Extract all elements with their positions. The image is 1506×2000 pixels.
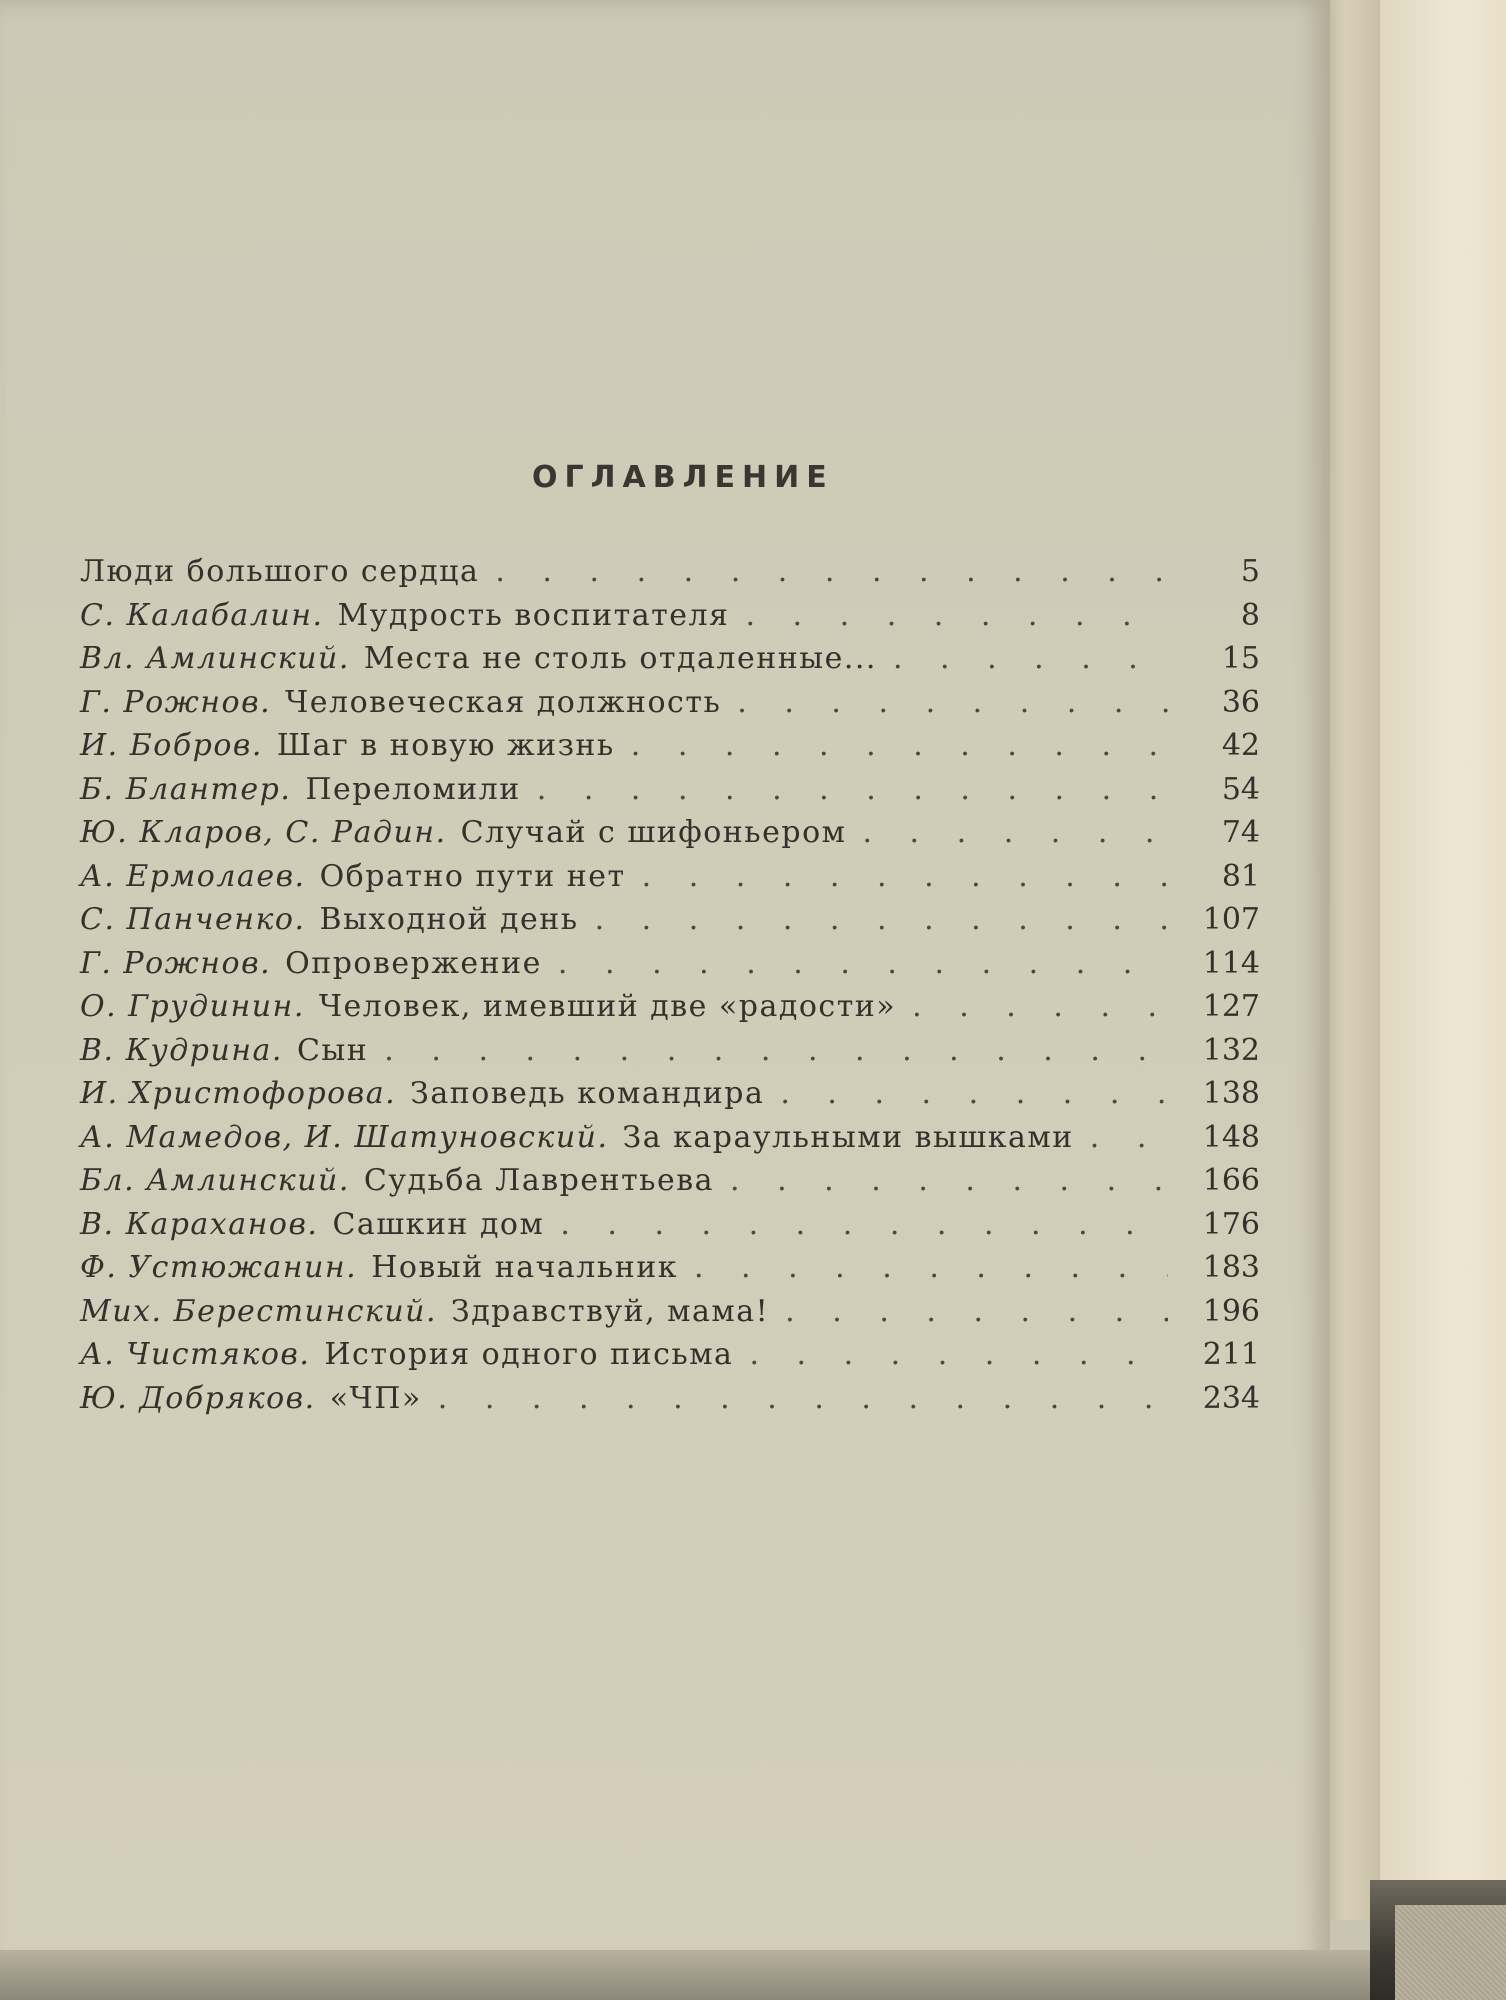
- toc-list: [80, 550, 1260, 1420]
- toc-entry-author: И. Бобров.: [80, 728, 263, 763]
- toc-entry: [80, 637, 1260, 681]
- toc-dot-leader: [631, 724, 1168, 768]
- toc-heading: ОГЛАВЛЕНИЕ: [532, 460, 834, 495]
- toc-entry-author: С. Калабалин.: [80, 597, 324, 633]
- toc-entry-title: «ЧП»: [329, 1380, 422, 1416]
- toc-entry: [80, 942, 1260, 986]
- toc-entry-title: Новый начальник: [371, 1250, 678, 1285]
- toc-dot-leader: [730, 1159, 1168, 1203]
- toc-entry: [80, 1377, 1260, 1421]
- toc-dot-leader: [495, 550, 1168, 594]
- toc-entry-author: Ю. Добряков.: [80, 1380, 316, 1416]
- toc-entry-title: Опровержение: [285, 945, 542, 981]
- toc-entry-author: Мих. Берестинский.: [80, 1293, 438, 1329]
- toc-dot-leader: [560, 1203, 1168, 1247]
- toc-dot-leader: [737, 681, 1168, 725]
- toc-entry-author: Б. Блантер.: [80, 771, 292, 807]
- toc-entry-author: Г. Рожнов.: [80, 945, 272, 981]
- toc-dot-leader: [537, 768, 1168, 812]
- toc-dot-leader: [438, 1377, 1168, 1421]
- toc-entry-author: А. Ермолаев.: [80, 858, 306, 894]
- toc-dot-leader: [780, 1072, 1168, 1116]
- toc-entry-page-number: 148: [1202, 1119, 1260, 1155]
- toc-entry-title: Места не столь отдаленные...: [363, 641, 877, 676]
- toc-entry-author: С. Панченко.: [80, 902, 306, 937]
- toc-dot-leader: [749, 1333, 1168, 1377]
- toc-entry-author: И. Христофорова.: [80, 1076, 397, 1111]
- toc-entry-title: Судьба Лаврентьева: [363, 1163, 715, 1198]
- toc-entry-title: Здравствуй, мама!: [451, 1293, 770, 1329]
- facing-page: [1380, 0, 1506, 1900]
- toc-entry-page-number: 74: [1221, 815, 1260, 850]
- toc-entry-page-number: 132: [1202, 1032, 1260, 1068]
- toc-entry-page-number: 114: [1202, 945, 1260, 981]
- toc-entry-page-number: 36: [1221, 684, 1260, 720]
- toc-entry: [80, 1290, 1260, 1334]
- toc-entry-title: История одного письма: [324, 1337, 734, 1372]
- toc-entry-author: В. Кудрина.: [80, 1032, 283, 1068]
- toc-entry-page-number: 183: [1202, 1250, 1260, 1285]
- toc-entry-title: Люди большого сердца: [80, 554, 480, 589]
- toc-dot-leader: [694, 1246, 1168, 1290]
- toc-entry: [80, 898, 1260, 942]
- toc-entry-title: Мудрость воспитателя: [337, 597, 730, 633]
- toc-entry-title: Заповедь командира: [410, 1076, 765, 1111]
- toc-entry-page-number: 234: [1202, 1380, 1260, 1416]
- toc-dot-leader: [785, 1290, 1168, 1334]
- toc-dot-leader: [595, 898, 1168, 942]
- toc-entry: [80, 1203, 1260, 1247]
- toc-entry-author: Г. Рожнов.: [80, 684, 272, 720]
- toc-entry-author: Ф. Устюжанин.: [80, 1250, 358, 1285]
- toc-entry: [80, 855, 1260, 899]
- toc-entry: [80, 1159, 1260, 1203]
- toc-dot-leader: [1090, 1116, 1168, 1160]
- toc-entry: [80, 1072, 1260, 1116]
- toc-dot-leader: [384, 1029, 1168, 1073]
- toc-entry: [80, 985, 1260, 1029]
- toc-entry: [80, 1116, 1260, 1160]
- toc-entry-page-number: 211: [1202, 1337, 1260, 1372]
- toc-entry-page-number: 8: [1240, 597, 1260, 633]
- toc-entry-title: Шаг в новую жизнь: [276, 728, 615, 763]
- book-cover-cloth: [1395, 1905, 1506, 2000]
- toc-dot-leader: [912, 985, 1168, 1029]
- toc-entry-title: За караульными вышками: [622, 1119, 1074, 1155]
- toc-entry-page-number: 176: [1202, 1206, 1260, 1242]
- toc-entry-title: Человек, имевший две «радости»: [318, 989, 897, 1024]
- toc-entry: [80, 724, 1260, 768]
- toc-entry: [80, 1029, 1260, 1073]
- toc-entry-page-number: 54: [1221, 771, 1260, 807]
- toc-entry-author: А. Мамедов, И. Шатуновский.: [80, 1119, 609, 1155]
- toc-entry-page-number: 15: [1221, 641, 1260, 676]
- toc-entry-page-number: 138: [1202, 1076, 1260, 1111]
- toc-entry-title: Случай с шифоньером: [460, 815, 847, 850]
- toc-dot-leader: [893, 637, 1168, 681]
- toc-entry-page-number: 107: [1202, 902, 1260, 937]
- toc-entry-author: О. Грудинин.: [80, 989, 305, 1024]
- toc-entry-page-number: 81: [1221, 858, 1260, 894]
- toc-entry-page-number: 196: [1202, 1293, 1260, 1329]
- toc-entry-author: А. Чистяков.: [80, 1337, 311, 1372]
- toc-entry-title: Человеческая должность: [285, 684, 722, 720]
- toc-entry: [80, 1246, 1260, 1290]
- toc-entry-page-number: 166: [1202, 1163, 1260, 1198]
- toc-entry-page-number: 42: [1221, 728, 1260, 763]
- toc-entry-title: Переломили: [305, 771, 521, 807]
- toc-dot-leader: [558, 942, 1168, 986]
- toc-entry: [80, 768, 1260, 812]
- toc-entry-author: Вл. Амлинский.: [80, 641, 350, 676]
- toc-entry: [80, 681, 1260, 725]
- toc-entry-page-number: 5: [1240, 554, 1260, 589]
- toc-entry-title: Сашкин дом: [332, 1206, 545, 1242]
- toc-entry: [80, 811, 1260, 855]
- toc-dot-leader: [642, 855, 1168, 899]
- toc-entry-author: Бл. Амлинский.: [80, 1163, 350, 1198]
- toc-dot-leader: [745, 594, 1168, 638]
- page-bottom-shadow: [0, 1950, 1380, 2000]
- toc-entry-author: В. Караханов.: [80, 1206, 319, 1242]
- toc-entry-title: Обратно пути нет: [319, 858, 626, 894]
- toc-entry-title: Сын: [296, 1032, 369, 1068]
- toc-dot-leader: [862, 811, 1168, 855]
- toc-entry-title: Выходной день: [319, 902, 579, 937]
- toc-entry-page-number: 127: [1202, 989, 1260, 1024]
- toc-entry: [80, 1333, 1260, 1377]
- toc-entry: [80, 550, 1260, 594]
- toc-entry-author: Ю. Кларов, С. Радин.: [80, 815, 447, 850]
- toc-entry: [80, 594, 1260, 638]
